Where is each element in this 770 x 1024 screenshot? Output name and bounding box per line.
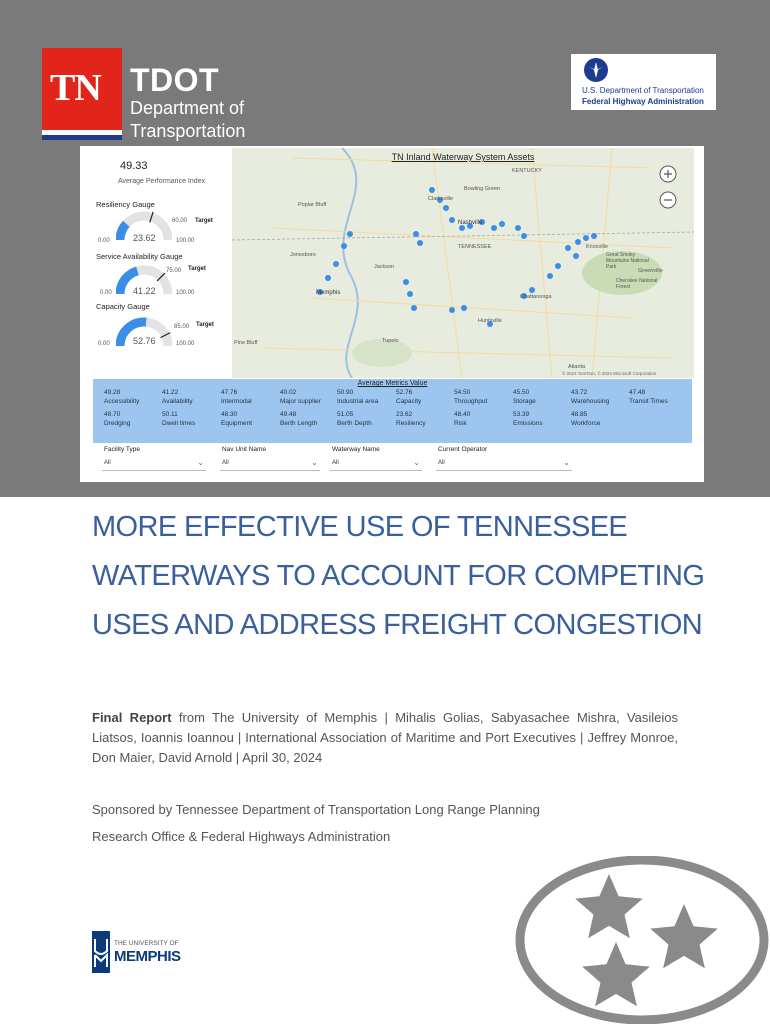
chevron-down-icon: ⌄ — [197, 458, 204, 467]
metric-value: 50.90 — [337, 389, 354, 396]
capacity-target-label: Target — [196, 322, 214, 328]
resiliency-max: 100.00 — [176, 238, 195, 244]
capacity-min: 0.00 — [98, 341, 110, 347]
map-label-knoxville: Knoxville — [586, 244, 609, 250]
tdot-logo — [42, 48, 272, 143]
byline-final-report: Final Report — [92, 710, 172, 725]
metric-label: Accessibility — [104, 398, 140, 405]
report-title: MORE EFFECTIVE USE OF TENNESSEE WATERWAYS TO ACCOUNT FOR COMPETING USES AND ADDRESS FREIGHT CONGESTION — [92, 511, 705, 641]
map-attribution: © 2024 TomTom, © 2024 Microsoft Corporation — [562, 371, 657, 376]
memphis-logo-line-2: MEMPHIS — [114, 948, 181, 965]
gauge-fill — [120, 224, 126, 240]
memphis-logo-mark — [92, 931, 110, 973]
metric-value: 48.40 — [454, 411, 471, 418]
metric-value: 23.62 — [396, 411, 413, 418]
resiliency-target-label: Target — [195, 218, 213, 224]
map-label-kentucky: KENTUCKY — [512, 168, 542, 174]
average-metrics-panel — [93, 379, 692, 443]
resiliency-min: 0.00 — [98, 238, 110, 244]
capacity-max: 100.00 — [176, 341, 195, 347]
metric-value: 43.72 — [571, 389, 588, 396]
metric-label: Major supplier — [280, 398, 321, 405]
metric-value: 48.85 — [571, 411, 588, 418]
map-label-tennessee: TENNESSEE — [458, 244, 492, 250]
memphis-logo — [92, 931, 184, 973]
nav-unit-dropdown[interactable] — [220, 457, 320, 471]
waterway-dropdown[interactable] — [330, 457, 422, 471]
filter-label-operator: Current Operator — [438, 446, 488, 453]
resiliency-gauge-value: 23.62 — [133, 233, 156, 243]
metric-label: Workforce — [571, 420, 601, 427]
dot-emblem-icon — [584, 58, 608, 82]
map-label-jonesboro: Jonesboro — [290, 252, 316, 258]
capacity-gauge-value: 52.76 — [133, 336, 156, 346]
map-label-huntsville: Huntsville — [478, 318, 502, 324]
metric-label: Intermodal — [221, 398, 252, 405]
chevron-down-icon: ⌄ — [311, 458, 318, 467]
service-target-value: 75.00 — [166, 268, 182, 274]
fhwa-logo — [571, 54, 716, 110]
resiliency-target-value: 60.00 — [172, 218, 188, 224]
facility-type-value: All — [104, 460, 111, 466]
chevron-down-icon: ⌄ — [413, 458, 420, 467]
map-label-jackson: Jackson — [374, 264, 395, 270]
memphis-logo-line-1: THE UNIVERSITY OF — [114, 940, 179, 947]
metric-label: Availability — [162, 398, 193, 405]
map-label-atlanta: Atlanta — [568, 364, 586, 370]
metric-value: 47.48 — [629, 389, 646, 396]
metric-label: Dredging — [104, 420, 131, 427]
service-min: 0.00 — [100, 290, 112, 296]
metrics-title: Average Metrics Value — [357, 380, 428, 387]
metric-label: Capacity — [396, 398, 422, 405]
resiliency-gauge-title: Resiliency Gauge — [96, 200, 155, 209]
metric-label: Emissions — [513, 420, 543, 427]
map-label-poplar-bluff: Poplar Bluff — [298, 202, 327, 208]
logo-stripe-blue — [42, 135, 122, 140]
capacity-gauge-title: Capacity Gauge — [96, 302, 150, 311]
tdot-title: TDOT — [130, 62, 220, 98]
facility-type-dropdown[interactable] — [102, 457, 206, 471]
tn-logo-box — [42, 48, 122, 130]
operator-dropdown[interactable] — [436, 457, 572, 471]
waterway-value: All — [332, 460, 339, 466]
metric-value: 48.30 — [221, 411, 238, 418]
metric-label: Resiliency — [396, 420, 426, 427]
fhwa-line-1: U.S. Department of Transportation — [582, 86, 704, 95]
sponsor-line-1: Sponsored by Tennessee Department of Transportation Long Range Planning — [92, 802, 540, 817]
metric-value: 41.22 — [162, 389, 179, 396]
metric-label: Storage — [513, 398, 536, 405]
map-label-chattanooga: Chattanooga — [520, 294, 552, 300]
service-gauge-value: 41.22 — [133, 286, 156, 296]
filter-label-nav-unit: Nav Unit Name — [222, 446, 267, 453]
metric-label: Equipment — [221, 420, 253, 427]
service-target-label: Target — [188, 266, 206, 272]
waterway-map[interactable] — [232, 148, 694, 378]
service-availability-gauge-title: Service Availability Gauge — [96, 252, 183, 261]
metric-label: Industrial area — [337, 398, 379, 405]
sponsor-line-2: Research Office & Federal Highways Administration — [92, 829, 391, 844]
report-byline — [92, 708, 678, 768]
map-label-memphis: Memphis — [316, 290, 341, 296]
metric-value: 45.50 — [513, 389, 530, 396]
filter-label-facility-type: Facility Type — [104, 446, 141, 453]
metric-label: Throughput — [454, 398, 488, 405]
metric-value: 51.05 — [337, 411, 354, 418]
map-label-clarksville: Clarksville — [428, 196, 454, 202]
nav-unit-value: All — [222, 460, 229, 466]
tn-logo-text: TN — [50, 67, 101, 109]
tennessee-tristar-emblem — [512, 856, 770, 1024]
map-label-nashville: Nashville — [458, 220, 483, 226]
avg-performance-label: Average Performance Index — [118, 178, 206, 185]
map-label-tupelo: Tupelo — [382, 338, 399, 344]
capacity-target-value: 85.00 — [174, 324, 190, 330]
metric-value: 53.39 — [513, 411, 530, 418]
metric-value: 48.70 — [104, 411, 121, 418]
metric-value: 54.50 — [454, 389, 471, 396]
byline-authors: from The University of Memphis | Mihalis Golias, Sabyasachee Mishra, Vasileios Liatsos, Ioannis Ioannou | International Association of Maritime and Port Executives | Jeffrey Monroe, Don Maier, David Arnold | April 30, 2024 — [92, 710, 678, 765]
metric-label: Berth Depth — [337, 420, 372, 427]
fhwa-line-2: Federal Highway Administration — [582, 97, 704, 106]
gauge-panel — [80, 146, 230, 378]
metric-label: Transit Times — [629, 398, 668, 405]
tdot-subtitle-1: Department of — [130, 98, 245, 118]
metric-value: 49.28 — [104, 389, 121, 396]
operator-value: All — [438, 460, 445, 466]
map-title: TN Inland Waterway System Assets — [391, 152, 535, 162]
metric-label: Berth Length — [280, 420, 318, 427]
map-label-greenville: Greenville — [638, 268, 663, 274]
tdot-subtitle-2: Transportation — [130, 121, 246, 141]
metric-label: Risk — [454, 420, 467, 427]
metric-label: Dwell times — [162, 420, 196, 427]
metric-value: 52.76 — [396, 389, 413, 396]
map-label-pine-bluff: Pine Bluff — [234, 340, 258, 346]
filter-label-waterway: Waterway Name — [332, 446, 380, 453]
metric-label: Warehousing — [571, 398, 610, 405]
map-label-cherokee: Cherokee National Forest — [616, 278, 658, 290]
map-label-smoky-mountains: Great Smoky Mountains National Park — [606, 252, 649, 270]
metric-value: 40.02 — [280, 389, 297, 396]
metric-value: 47.76 — [221, 389, 238, 396]
avg-performance-value: 49.33 — [120, 160, 148, 172]
chevron-down-icon: ⌄ — [563, 458, 570, 467]
metric-value: 49.48 — [280, 411, 297, 418]
dashboard-panel — [80, 146, 704, 482]
service-max: 100.00 — [176, 290, 195, 296]
metric-value: 50.11 — [162, 411, 178, 418]
map-label-bowling-green: Bowling Green — [464, 186, 501, 192]
